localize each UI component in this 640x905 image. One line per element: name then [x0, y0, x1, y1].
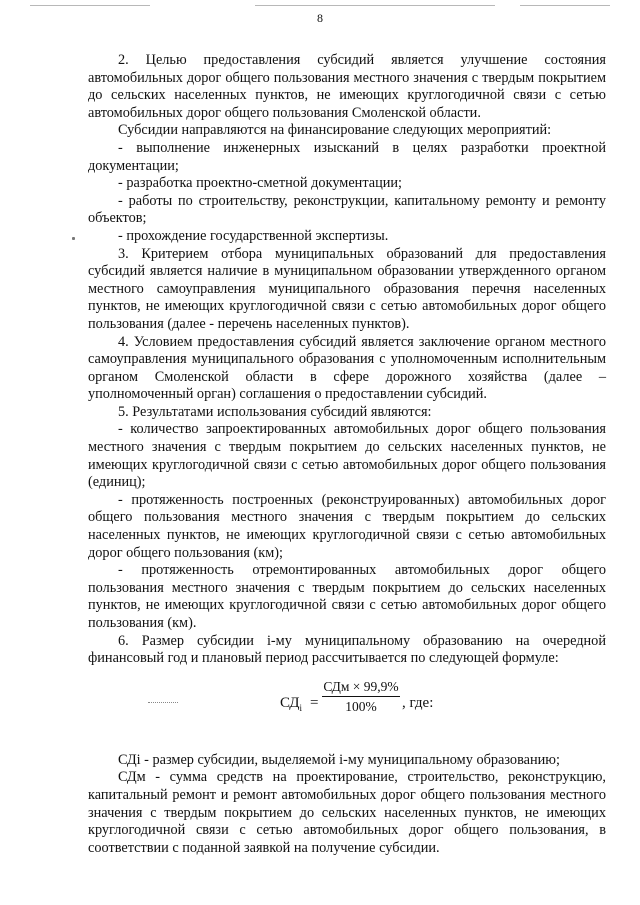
paragraph-subsidy-size: 6. Размер субсидии i-му муниципальному образованию на очередной финансовый год и плановый период рассчитывается по следующей формуле: [88, 632, 606, 667]
definition-sdi: СДi - размер субсидии, выделяемой i-му муниципальному образованию; [118, 751, 560, 768]
scan-edge-line [520, 5, 610, 6]
list-item-expertise: - прохождение государственной экспертизы. [118, 227, 389, 244]
formula-equals: = [310, 694, 319, 711]
paragraph-condition: 4. Условием предоставления субсидий является заключение органом местного самоуправления муниципального образования с уполномоченным исполнительным органом Смоленской области в сфере дорожного хозяйства (далее – уполномоченный орган) соглашения о предоставлении субсидий. [88, 333, 606, 403]
paragraph-directions: Субсидии направляются на финансирование следующих мероприятий: [118, 122, 552, 139]
formula-lhs-subscript: i [299, 702, 303, 713]
scan-edge-line [30, 5, 150, 6]
formula-denominator: 100% [345, 699, 377, 715]
formula-numerator: СДм × 99,9% [322, 678, 400, 698]
scan-artifact [148, 702, 178, 703]
formula-tail: , где: [402, 694, 434, 711]
result-item-repaired: - протяженность отремонтированных автомобильных дорог общего пользования местного значения с твердым покрытием до сельских населенных пунктов, не имеющих круглогодичной связи с сетью автомобильных дорог общего пользования (км). [88, 562, 606, 631]
formula-lhs [280, 695, 302, 718]
formula-fraction [322, 678, 400, 716]
definition-sdm: СДм - сумма средств на проектирование, строительство, реконструкцию, капитальный ремонт и ремонт автомобильных дорог общего пользования местного значения с твердым покрытием до сельских населенных пунктов, не имеющих круглогодичной связи с сетью автомобильных дорог общего пользования, в соответствии с поданной заявкой на получение субсидии. [88, 769, 606, 856]
subsidy-formula [88, 678, 606, 736]
formula-lhs-symbol: СД [280, 694, 300, 711]
document-body [88, 52, 606, 857]
list-item-construction: - работы по строительству, реконструкции, капитальному ремонту и ремонту объектов; [88, 192, 606, 227]
result-item-designed: - количество запроектированных автомобильных дорог общего пользования местного значения с твердым покрытием до сельских населенных пунктов, не имеющих круглогодичной связи с сетью автомобильных дорог общего пользования (единиц); [88, 421, 606, 491]
scan-speck [72, 237, 75, 240]
paragraph-goal: 2. Целью предоставления субсидий является улучшение состояния автомобильных дорог общего пользования местного значения с твердым покрытием до сельских населенных пунктов, не имеющих круглогодичной связи с сетью автомобильных дорог общего пользования Смоленской области. [88, 52, 606, 121]
paragraph-criterion: 3. Критерием отбора муниципальных образований для предоставления субсидий является наличие в муниципальном образовании утвержденного органом местного самоуправления муниципального образования перечня населенных пунктов, не имеющих круглогодичной связи с сетью автомобильных дорог общего пользования (далее - перечень населенных пунктов). [88, 245, 606, 332]
result-item-built: - протяженность построенных (реконструированных) автомобильных дорог общего пользования местного значения с твердым покрытием до сельских населенных пунктов, не имеющих круглогодичной связи с сетью автомобильных дорог общего пользования (км); [88, 491, 606, 561]
list-item-surveys: - выполнение инженерных изысканий в целях разработки проектной документации; [88, 139, 606, 174]
paragraph-results-heading: 5. Результатами использования субсидий являются: [118, 403, 432, 420]
page-number: 8 [317, 11, 323, 25]
scan-edge-line [255, 5, 495, 6]
list-item-design-docs: - разработка проектно-сметной документации; [118, 175, 403, 192]
